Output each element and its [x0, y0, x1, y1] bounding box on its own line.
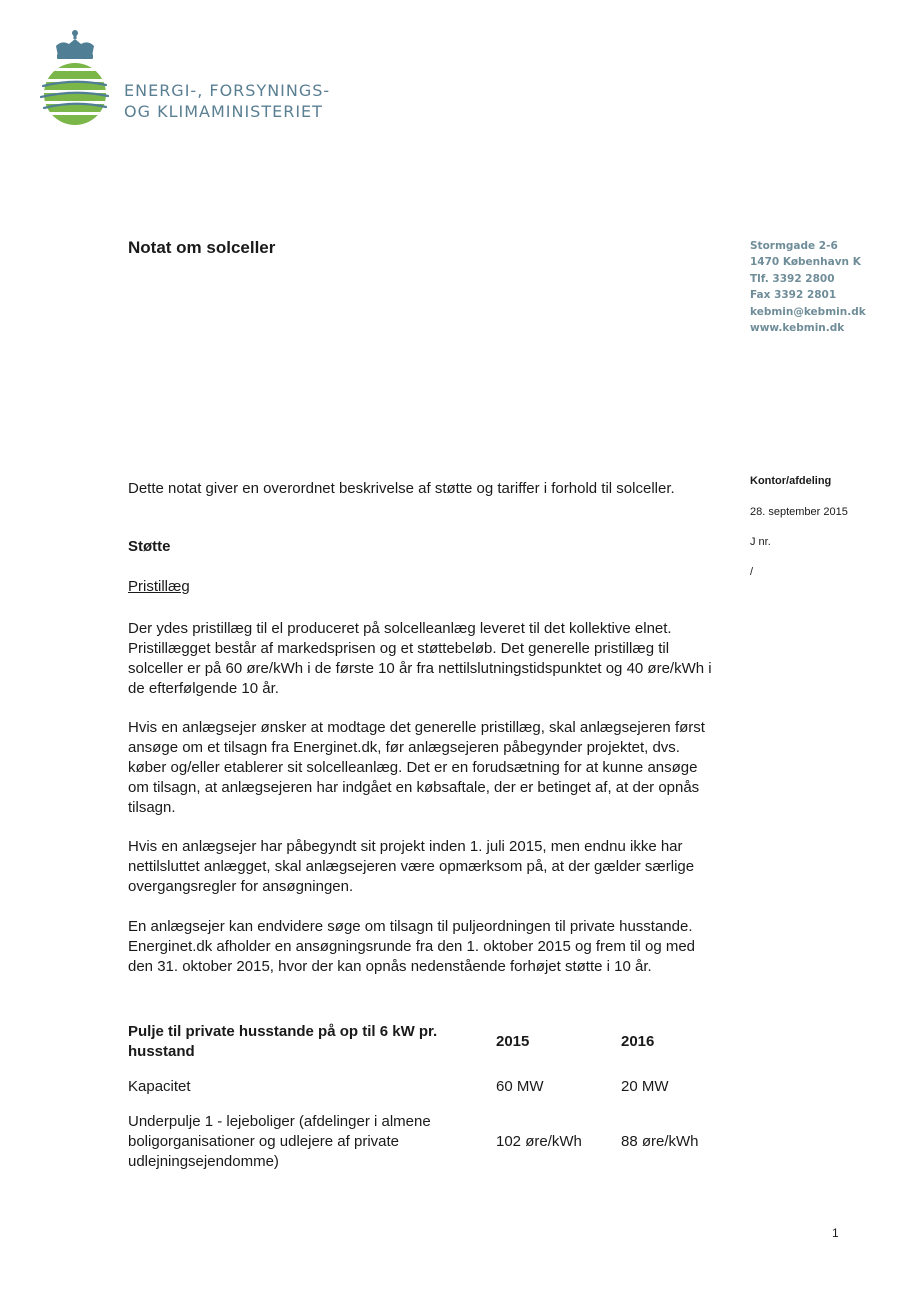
paragraph-1 [128, 619, 718, 699]
table-header-cell: Pulje til private husstande på op til 6 kW pr. husstand [128, 1023, 438, 1060]
paragraph-3 [128, 837, 718, 897]
paragraph-4-text: En anlægsejer kan endvidere søge om tilsagn til puljeordningen til private husstande. Energinet.dk afholder en ansøgningsrunde fra den 1. oktober 2015 og frem til og med den 31. oktober 2015, hvor der kan opnås nedenstående forhøjet støtte i 10 år. [128, 918, 696, 975]
paragraph-4 [128, 917, 718, 977]
section-heading: Støtte [128, 538, 171, 555]
office-label: Kontor/afdeling [750, 475, 832, 487]
table-cell: 20 MW [621, 1078, 669, 1095]
address-block [750, 238, 866, 336]
address-email: kebmin@kebmin.dk [750, 305, 866, 318]
paragraph-3-text: Hvis en anlægsejer har påbegyndt sit projekt inden 1. juli 2015, men endnu ikke har nettilsluttet anlægget, skal anlægsejeren være opmærksom på, at der gælder særlige overgangsregler for ansøgningen. [128, 838, 695, 895]
table-cell: Kapacitet [128, 1078, 191, 1095]
document-title: Notat om solceller [128, 238, 276, 257]
address-street: Stormgade 2-6 [750, 240, 838, 252]
paragraph-1-text: Der ydes pristillæg til el produceret på solcelleanlæg leveret til det kollektive elnet. Pristillægget består af markedsprisen og et støttebeløb. Det generelle pristillæg til solceller er på 60 øre/kWh i de første 10 år fra nettilslutningstidspunktet og 40 øre/kWh i de efterfølgende 10 år. [128, 620, 712, 697]
address-fax: Fax 3392 2801 [750, 289, 837, 302]
table-cell: 102 øre/kWh [496, 1133, 582, 1150]
journal-slash: / [750, 566, 754, 578]
table-header-cell: 2015 [496, 1033, 530, 1050]
table-header-cell: 2016 [621, 1033, 655, 1050]
ministry-name-line1: ENERGI-, FORSYNINGS- [124, 81, 331, 100]
address-web: www.kebmin.dk [750, 322, 845, 335]
paragraph-2 [128, 718, 718, 818]
intro-paragraph [128, 479, 718, 499]
page-number: 1 [832, 1226, 839, 1240]
table-header-row [128, 1022, 721, 1062]
document-date: 28. september 2015 [750, 506, 848, 518]
ministry-name [124, 80, 330, 122]
address-city: 1470 København K [750, 256, 861, 269]
table-row [128, 1062, 721, 1112]
table-cell: 88 øre/kWh [621, 1133, 699, 1150]
intro-text: Dette notat giver en overordnet beskrivelse af støtte og tariffer i forhold til solceller. [128, 480, 675, 497]
journal-number: J nr. [750, 536, 771, 548]
address-phone: Tlf. 3392 2800 [750, 272, 835, 285]
table-cell: Underpulje 1 - lejeboliger (afdelinger i almene boligorganisationer og udlejere af private udlejningsejendomme) [128, 1113, 431, 1170]
support-table [128, 1022, 721, 1172]
section-subheading: Pristillæg [128, 578, 190, 595]
table-cell: 60 MW [496, 1078, 544, 1095]
ministry-name-line2: OG KLIMAMINISTERIET [124, 102, 323, 121]
table-row [128, 1112, 721, 1172]
paragraph-2-text: Hvis en anlægsejer ønsker at modtage det generelle pristillæg, skal anlægsejeren først ansøge om et tilsagn fra Energinet.dk, før anlægsejeren påbegynder projektet, dvs. køber og/eller etablerer sit solcelleanlæg. Det er en forudsætning for at kunne ansøge om tilsagn, at anlægsejeren har indgået en købsaftale, der er betinget af, at der opnås tilsagn. [128, 719, 705, 816]
crown-globe-icon [40, 28, 120, 138]
